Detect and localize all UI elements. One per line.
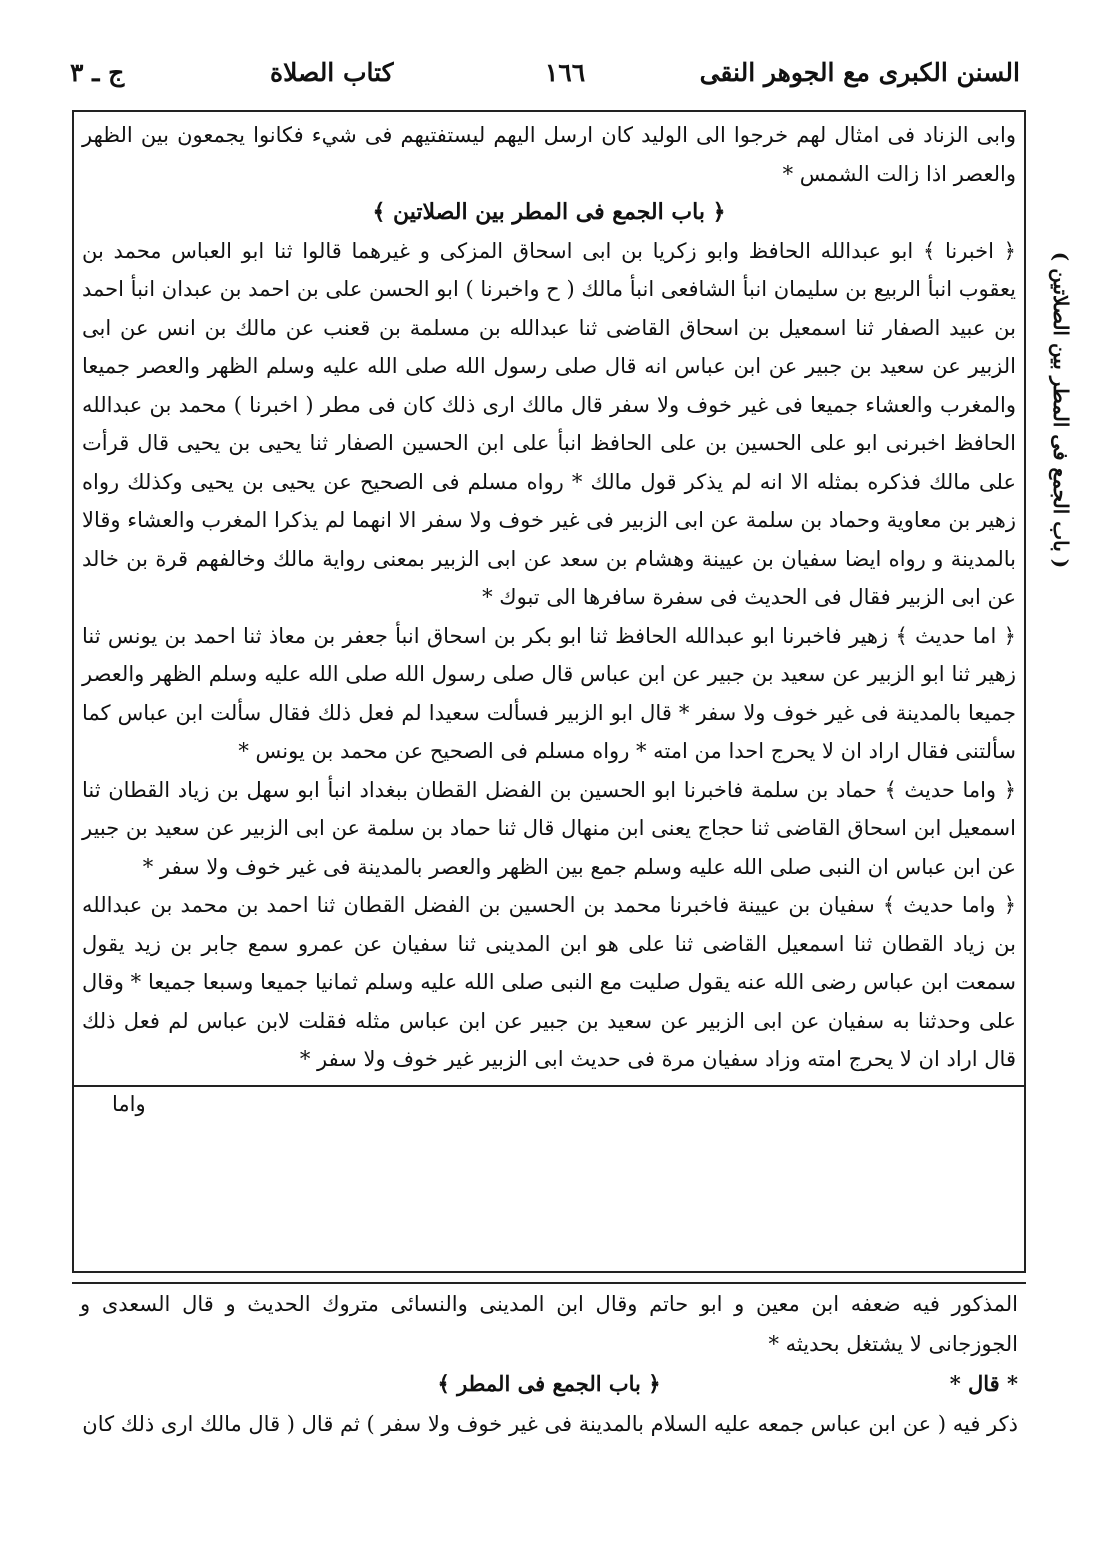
page-header (70, 50, 1020, 98)
commentary-chapter-heading: ﴿ باب الجمع فى المطر ﴾ (437, 1371, 661, 1396)
margin-note-text: ( باب الجمع فى المطر بين الصلاتين ) (1049, 251, 1073, 569)
catchword: واما (112, 1091, 146, 1116)
main-text (82, 116, 1016, 1121)
commentary-line-1: المذكور فيه ضعفه ابن معين و ابو حاتم وقال ابن المدينى والنسائى متروك الحديث و قال السعدى و الجوزجانى لا يشتغل بحديثه * (80, 1292, 1018, 1356)
page-number: ١٦٦ (544, 58, 586, 87)
margin-note (1026, 240, 1096, 580)
commentary-heading-row (80, 1364, 1018, 1404)
hadith-paragraph-4: ﴿ واما حديث ﴾ سفيان بن عيينة فاخبرنا محمد بن الحسين بن الفضل القطان ثنا احمد بن محمد بن عبدالله بن زياد القطان ثنا اسمعيل القاضى ثنا على هو ابن المدينى ثنا سفيان عن عمرو سمع جابر بن زيد يقول سمعت ابن عباس رضى الله عنه يقول صليت مع النبى صلى الله عليه وسلم ثمانيا جميعا وسبعا جميعا * وقال على وحدثنا به سفيان عن ابى الزبير عن سعيد بن جبير عن ابن عباس مثله فقلت لابن عباس لم فعل ذلك قال اراد ان لا يحرج امته وزاد سفيان مرة فى حديث ابى الزبير غير خوف ولا سفر * (82, 893, 1017, 1071)
hadith-paragraph-1: ﴿ اخبرنا ﴾ ابو عبدالله الحافظ وابو زكريا بن ابى اسحاق المزكى و غيرهما قالوا ثنا ابو العباس محمد بن يعقوب انبأ الربيع بن سليمان انبأ الشافعى انبأ مالك ( ح واخبرنا ) ابو الحسن على بن احمد بن عبدان انبأ احمد بن عبيد الصفار ثنا اسمعيل بن اسحاق القاضى ثنا عبدالله بن مسلمة بن قعنب عن مالك بن انس عن ابى الزبير عن سعيد بن جبير عن ابن عباس انه قال صلى رسول الله صلى الله عليه وسلم الظهر والعصر جميعا والمغرب والعشاء جميعا فى غير خوف ولا سفر قال مالك ارى ذلك كان فى مطر ( اخبرنا ) محمد بن عبدالله الحافظ اخبرنى ابو على الحسين بن على الحافظ انبأ على ابن الحسين الصفار ثنا يحيى بن يحيى قال قرأت على مالك فذكره بمثله الا انه لم يذكر قول مالك * رواه مسلم فى الصحيح عن يحيى بن يحيى وكذلك رواه زهير بن معاوية وحماد بن سلمة عن ابى الزبير فى غير خوف ولا سفر الا انهما لم يذكرا المغرب والعشاء وقالا بالمدينة و رواه ايضا سفيان بن عيينة وهشام بن سعد عن ابى الزبير بمعنى رواية مالك وخالفهم قرة بن خالد عن ابى الزبير فقال فى الحديث فى سفرة سافرها الى تبوك * (82, 238, 1016, 609)
volume-number: ج ـ ٣ (70, 58, 125, 87)
commentary-text (80, 1284, 1018, 1444)
commentary-section (72, 1282, 1026, 1544)
chapter-title: كتاب الصلاة (270, 58, 394, 87)
hadith-paragraph-3: ﴿ واما حديث ﴾ حماد بن سلمة فاخبرنا ابو الحسين بن الفضل القطان ببغداد انبأ ابو سهل بن زياد القطان ثنا اسمعيل ابن اسحاق القاضى ثنا حجاج يعنى ابن منهال قال ثنا حماد بن سلمة عن ابى الزبير عن سعيد بن جبير عن ابن عباس ان النبى صلى الله عليه وسلم جمع بين الظهر والعصر بالمدينة فى غير خوف ولا سفر * (82, 777, 1016, 879)
commentary-line-2: ذكر فيه ( عن ابن عباس جمعه عليه السلام بالمدينة فى غير خوف ولا سفر ) ثم قال ( قال مالك ارى ذلك كان (82, 1412, 1018, 1436)
qal-marker: * قال * (949, 1371, 1018, 1396)
chapter-heading: ﴿ باب الجمع فى المطر بين الصلاتين ﴾ (372, 199, 726, 225)
intro-paragraph: وابى الزناد فى امثال لهم خرجوا الى الوليد كان ارسل اليهم ليستفتيهم فى شيء فكانوا يجمعون بين الظهر والعصر اذا زالت الشمس * (82, 123, 1017, 186)
hadith-paragraph-2: ﴿ اما حديث ﴾ زهير فاخبرنا ابو عبدالله الحافظ ثنا ابو بكر بن اسحاق انبأ جعفر بن معاذ ثنا احمد بن يونس ثنا زهير ثنا ابو الزبير عن سعيد بن جبير عن ابن عباس قال صلى رسول الله صلى الله عليه وسلم الظهر والعصر جميعا بالمدينة فى غير خوف ولا سفر * قال ابو الزبير فسألت سعيدا لم فعل ذلك فقال سألت ابن عباس كما سألتنى فقال اراد ان لا يحرج احدا من امته * رواه مسلم فى الصحيح عن محمد بن يونس * (82, 623, 1016, 763)
main-text-frame (72, 110, 1026, 1273)
book-title: السنن الكبرى مع الجوهر النقى (699, 58, 1020, 87)
